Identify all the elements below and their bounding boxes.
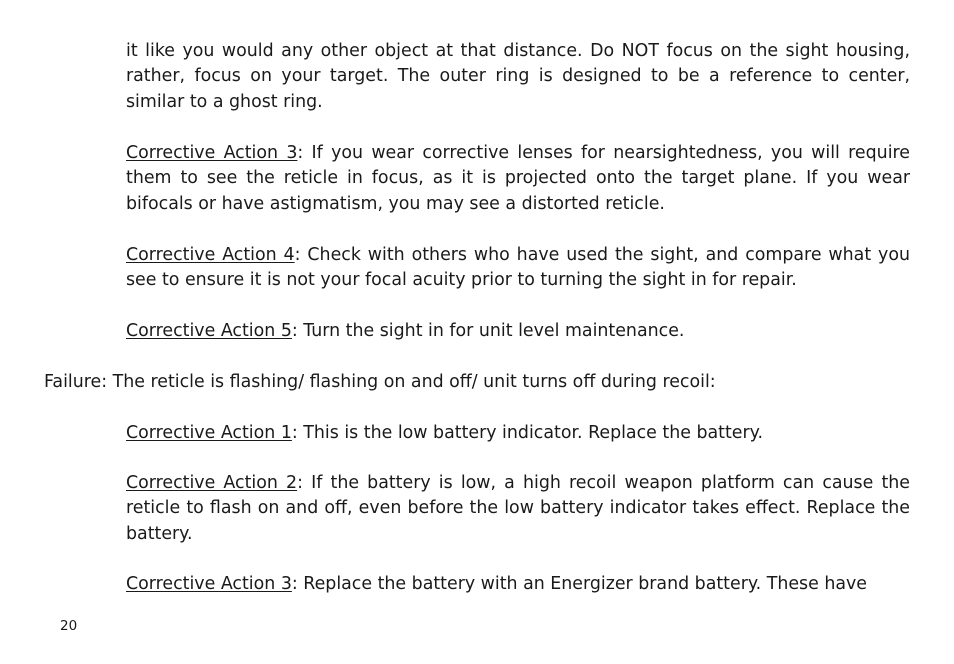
corrective-action-paragraph bbox=[126, 471, 910, 547]
failure-heading: Failure: The reticle is flashing/ flashing on and off/ unit turns off during recoil: bbox=[44, 372, 716, 392]
corrective-action-text: : Turn the sight in for unit level maintenance. bbox=[291, 321, 685, 341]
corrective-action-text: : If you wear corrective lenses for nearsightedness, you will require them to see the reticle in focus, as it is projected onto the target plane. If you wear bifocals or have astigmatism, you may see a distorted reticle. bbox=[126, 143, 910, 214]
corrective-action-text: : Check with others who have used the sight, and compare what you see to ensure it is not your focal acuity prior to turning the sight in for repair. bbox=[126, 245, 911, 291]
corrective-action-label: Corrective Action 1 bbox=[126, 423, 292, 443]
corrective-action-label: Corrective Action 3 bbox=[126, 143, 298, 163]
focus-paragraph bbox=[126, 39, 910, 115]
corrective-action-text: : If the battery is low, a high recoil weapon platform can cause the reticle to flash on and off, even before the low battery indicator takes effect. Replace the battery. bbox=[126, 473, 910, 544]
corrective-action-text: : This is the low battery indicator. Replace the battery. bbox=[291, 423, 763, 443]
corrective-action-paragraph bbox=[126, 243, 910, 294]
focus-paragraph-text: it like you would any other object at that distance. Do NOT focus on the sight housing, rather, focus on your target. The outer ring is designed to be a reference to center, similar to a ghost ring. bbox=[126, 41, 910, 112]
corrective-action-paragraph bbox=[126, 141, 910, 217]
corrective-action-label: Corrective Action 3 bbox=[126, 574, 292, 594]
corrective-action-text: : Replace the battery with an Energizer brand battery. These have bbox=[291, 574, 868, 594]
page-number: 20 bbox=[60, 618, 78, 634]
corrective-action-paragraph bbox=[126, 421, 910, 446]
corrective-action-paragraph bbox=[126, 319, 910, 344]
corrective-action-label: Corrective Action 5 bbox=[126, 321, 292, 341]
corrective-action-label: Corrective Action 2 bbox=[126, 473, 298, 493]
corrective-action-label: Corrective Action 4 bbox=[126, 245, 295, 265]
corrective-action-paragraph bbox=[126, 572, 910, 597]
